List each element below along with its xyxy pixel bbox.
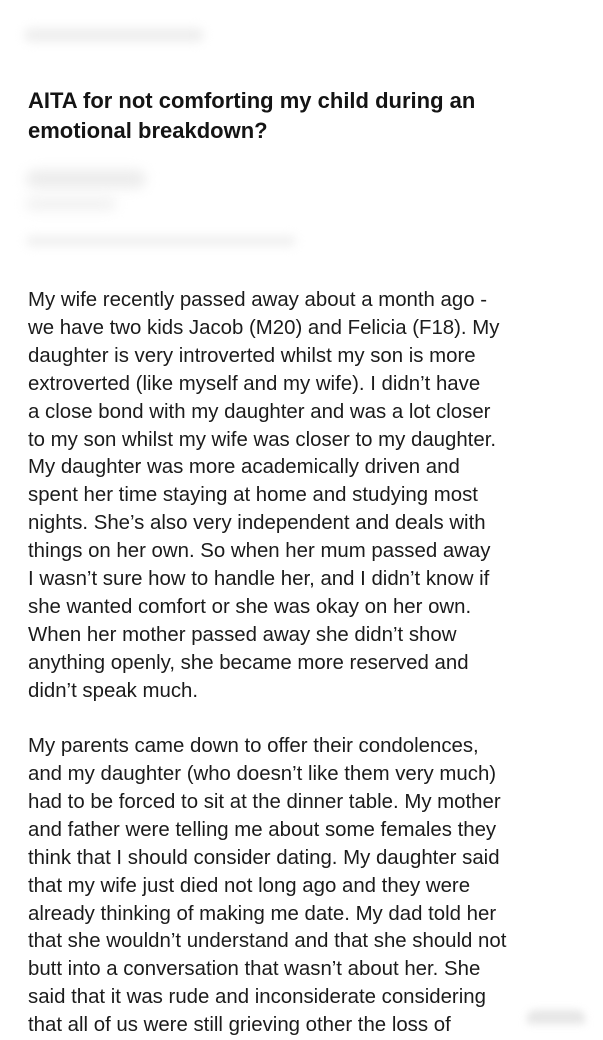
blurred-post-info bbox=[26, 236, 296, 246]
blurred-corner-element bbox=[527, 1010, 585, 1024]
text-line: butt into a conversation that wasn’t about her. She bbox=[28, 958, 481, 981]
text-line: she wanted comfort or she was okay on her own. bbox=[28, 595, 472, 618]
text-line: think that I should consider dating. My daughter said bbox=[28, 846, 500, 869]
text-line: spent her time staying at home and studying most bbox=[28, 484, 478, 507]
text-line: daughter is very introverted whilst my son is more bbox=[28, 344, 476, 367]
post-paragraph-2 bbox=[28, 733, 588, 1040]
post-paragraph-1 bbox=[28, 287, 588, 706]
blurred-header bbox=[24, 28, 204, 42]
text-line: that all of us were still grieving other the loss of bbox=[28, 1014, 451, 1037]
post-body bbox=[28, 287, 588, 1040]
text-line: anything openly, she became more reserved and bbox=[28, 651, 469, 674]
blurred-author-name bbox=[26, 170, 146, 188]
text-line: When her mother passed away she didn’t show bbox=[28, 623, 457, 646]
text-line: a close bond with my daughter and was a lot closer bbox=[28, 400, 491, 423]
text-line: that she wouldn’t understand and that she should not bbox=[28, 930, 507, 953]
text-line: nights. She’s also very independent and deals with bbox=[28, 512, 486, 535]
text-line: that my wife just died not long ago and they were bbox=[28, 874, 471, 897]
text-line: extroverted (like myself and my wife). I didn’t have bbox=[28, 372, 481, 395]
text-line: I wasn’t sure how to handle her, and I didn’t know if bbox=[28, 568, 490, 591]
text-line: and father were telling me about some females they bbox=[28, 818, 497, 841]
text-line: we have two kids Jacob (M20) and Felicia (F18). My bbox=[28, 316, 500, 339]
text-line: My daughter was more academically driven and bbox=[28, 456, 460, 479]
text-line: already thinking of making me date. My dad told her bbox=[28, 902, 497, 925]
text-line: didn’t speak much. bbox=[28, 679, 199, 702]
text-line: to my son whilst my wife was closer to my daughter. bbox=[28, 428, 497, 451]
blurred-post-meta bbox=[26, 198, 116, 210]
text-line: had to be forced to sit at the dinner table. My mother bbox=[28, 790, 501, 813]
text-line: said that it was rude and inconsiderate considering bbox=[28, 986, 486, 1009]
post-title: AITA for not comforting my child during an emotional breakdown? bbox=[28, 88, 476, 143]
text-line: My wife recently passed away about a month ago - bbox=[28, 289, 488, 311]
text-line: things on her own. So when her mum passed away bbox=[28, 540, 491, 563]
text-line: My parents came down to offer their condolences, bbox=[28, 735, 479, 758]
text-line: and my daughter (who doesn’t like them very much) bbox=[28, 763, 497, 785]
